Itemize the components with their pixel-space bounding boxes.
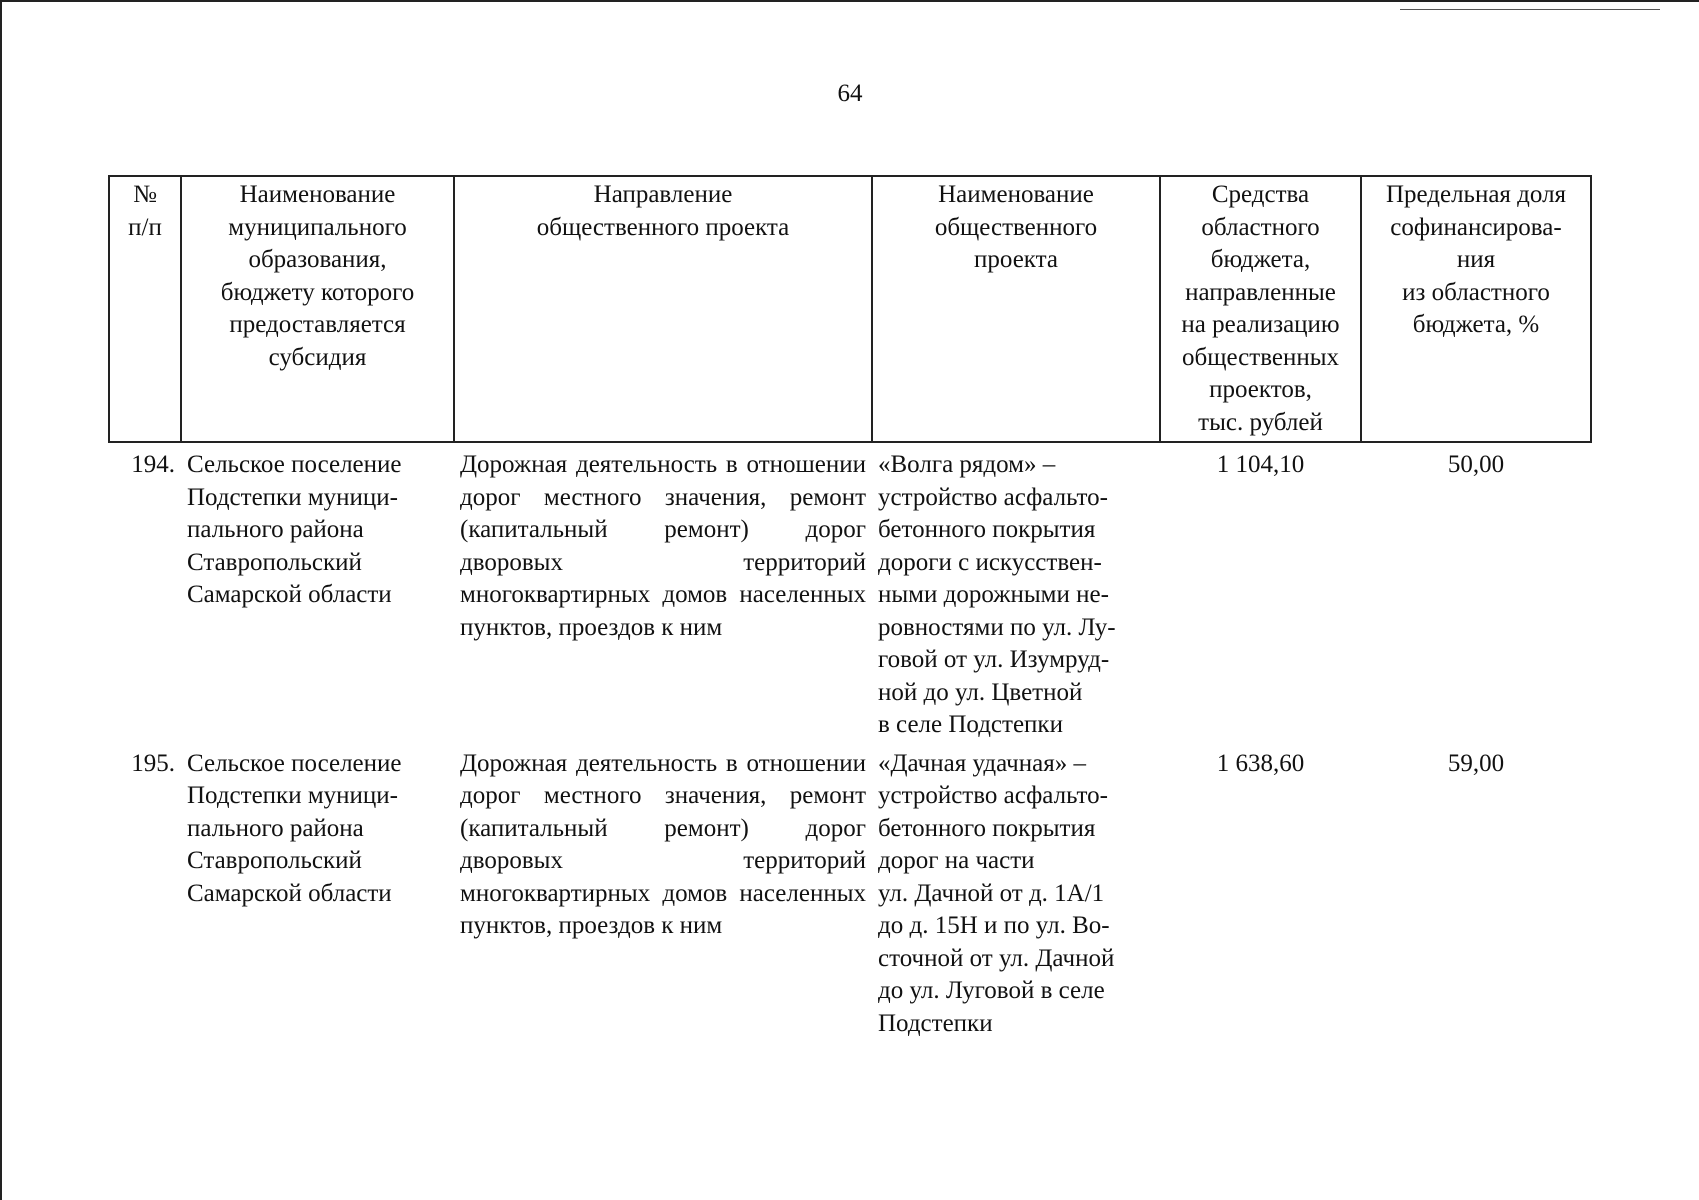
row-number: 195. bbox=[131, 749, 175, 777]
header-municipality: Наименование муниципального образования, бюджету которого предоставляется субсидия bbox=[181, 176, 454, 442]
header-project-name: Наименование общественного проекта bbox=[872, 176, 1160, 442]
row-cofinancing-share: 59,00 bbox=[1447, 749, 1505, 777]
row-project-direction: Дорожная деятельность в отношении дорог местного значения, ремонт (капитальный ремонт) дорог дворовых территорий многоквартирных домов населенных пунктов, проездов к ним bbox=[460, 451, 866, 641]
row-regional-funds: 1 104,10 bbox=[1216, 451, 1305, 478]
header-regional-funds: Средства областного бюджета, направленные на реализацию общественных проектов, тыс. рублей bbox=[1160, 176, 1361, 442]
row-number: 194. bbox=[131, 451, 175, 478]
table-row bbox=[109, 742, 1591, 1041]
table-header-row bbox=[109, 176, 1591, 442]
scan-edge-top bbox=[0, 0, 1699, 2]
row-project-name: «Дачная удачная» – устройство асфальто- бетонного покрытия дорог на части ул. Дачной от д. 1А/1 до д. 15Н и по ул. Во- сточной от ул. Дачной до ул. Луговой в селе Подстепки bbox=[878, 749, 1115, 1037]
row-municipality: Сельское поселение Подстепки муници- пального района Ставропольский Самарской области bbox=[187, 749, 402, 907]
header-cofinancing-share: Предельная доля софинансирова- ния из областного бюджета, % bbox=[1361, 176, 1591, 442]
row-municipality: Сельское поселение Подстепки муници- пального района Ставропольский Самарской области bbox=[187, 451, 402, 608]
row-regional-funds: 1 638,60 bbox=[1216, 749, 1305, 777]
page-number: 64 bbox=[837, 80, 863, 107]
subsidy-table bbox=[108, 175, 1592, 1040]
header-number: № п/п bbox=[109, 176, 181, 442]
header-project-direction: Направление общественного проекта bbox=[454, 176, 872, 442]
scan-artifact-line bbox=[1400, 9, 1660, 10]
scan-edge-left bbox=[0, 0, 2, 1200]
row-project-name: «Волга рядом» – устройство асфальто- бетонного покрытия дороги с искусствен- ными дорожными не- ровностями по ул. Лу- говой от ул. Изумруд- ной до ул. Цветной в селе Подстепки bbox=[878, 451, 1116, 738]
row-project-direction: Дорожная деятельность в отношении дорог местного значения, ремонт (капитальный ремонт) дорог дворовых территорий многоквартирных домов населенных пунктов, проездов к ним bbox=[460, 749, 866, 939]
row-cofinancing-share: 50,00 bbox=[1447, 451, 1505, 478]
table-row bbox=[109, 442, 1591, 742]
